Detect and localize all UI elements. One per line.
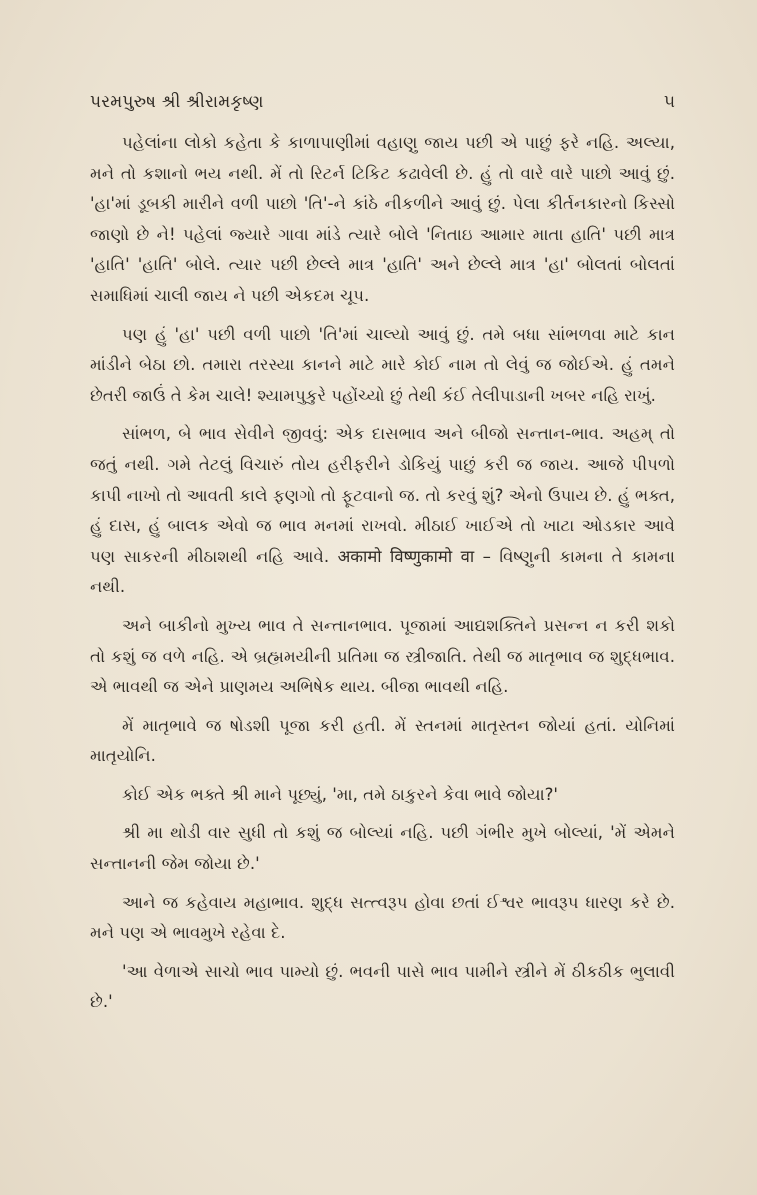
paragraph: 'આ વેળાએ સાચો ભાવ પામ્યો છું. ભવની પાસે ભાવ પામીને સ્ત્રીને મેં ઠીકઠીક ભુલાવી છે.' — [90, 961, 675, 1012]
paragraph: પહેલાંના લોકો કહેતા કે કાળાપાણીમાં વહાણુ જાય પછી એ પાછું ફરે નહિ. અલ્યા, મને તો કશાનો ભય નથી. મેં તો રિટર્ન ટિકિટ કઢાવેલી છે. હું તો વારે વારે પાછો આવું છું. 'હા'માં ડૂબકી મારીને વળી પાછો 'તિ'-ને કાંઠે નીકળીને આવું છું. પેલા કીર્તનકારનો કિસ્સો જાણો છે ને! પહેલાં જ્યારે ગાવા માંડે ત્યારે બોલે 'નિતાઇ આમાર માતા હાતિ' પછી માત્ર 'હાતિ' 'હાતિ' બોલે. ત્યાર પછી છેલ્લે માત્ર 'હાતિ' અને છેલ્લે માત્ર 'હા' બોલતાં બોલતાં સમાધિમાં ચાલી જાય ને પછી એકદમ ચૂપ. — [90, 133, 675, 305]
paragraph: કોઈ એક ભક્તે શ્રી માને પૂછ્યું, 'મા, તમે ઠાકુરને કેવા ભાવે જોયા?' — [122, 784, 558, 804]
paragraph: પણ હું 'હા' પછી વળી પાછો 'તિ'માં ચાલ્યો આવું છું. તમે બધા સાંભળવા માટે કાન માંડીને બેઠા છો. તમારા તરસ્યા કાનને માટે મારે કોઈ નામ તો લેવું જ જોઈએ. હું તમને છેતરી જાઉં તે કેમ ચાલે! શ્યામપુકુરે પહોંચ્યો છું તેથી કંઈ તેલીપાડાની ખબર નહિ રાખું. — [90, 324, 675, 405]
body-text — [90, 128, 675, 1018]
running-head — [90, 92, 675, 112]
paragraph: મેં માતૃભાવે જ ષોડશી પૂજા કરી હતી. મેં સ્તનમાં માતૃસ્તન જોયાં હતાં. યોનિમાં માતૃયોનિ. — [90, 715, 675, 766]
running-title: પરમપુરુષ શ્રી શ્રીરામકૃષ્ણ — [90, 92, 264, 112]
page-number: ૫ — [663, 92, 675, 112]
paragraph: અને બાકીનો મુખ્ય ભાવ તે સન્તાનભાવ. પૂજામાં આદ્યશક્તિને પ્રસન્ન ન કરી શકો તો કશું જ વળે નહિ. એ બ્રહ્મમયીની પ્રતિમા જ સ્ત્રીજાતિ. તેથી જ માતૃભાવ જ શુદ્ધભાવ. એ ભાવથી જ એને પ્રાણમય અભિષેક થાય. બીજા ભાવથી નહિ. — [90, 615, 675, 697]
paragraph: સાંભળ, બે ભાવ સેવીને જીવવું: એક દાસભાવ અને બીજો સન્તાન-ભાવ. અહમ્ તો જતું નથી. ગમે તેટલું વિચારું તોય હરીફરીને ડોકિયું પાછું કરી જ જાય. આજે પીપળો કાપી નાખો તો આવતી કાલે ફણગો તો ફૂટવાનો જ. તો કરવું શું? એનો ઉપાય છે. હું ભક્ત, હું દાસ, હું બાલક એવો જ ભાવ મનમાં રાખવો. મીઠાઈ ખાઈએ તો ખાટા ઓડકાર આવે પણ સાકરની મીઠાશથી નહિ આવે. अकामो विष्णुकामो वा – વિષ્ણુની કામના તે કામના નથી. — [90, 424, 675, 597]
paragraph: આને જ કહેવાય મહાભાવ. શુદ્ધ સત્ત્વરૂપ હોવા છતાં ઈશ્વર ભાવરૂપ ધારણ કરે છે. મને પણ એ ભાવમુખે રહેવા દે. — [90, 892, 675, 943]
paragraph: શ્રી મા થોડી વાર સુધી તો કશું જ બોલ્યાં નહિ. પછી ગંભીર મુખે બોલ્યાં, 'મેં એમને સન્તાનની જેમ જોયા છે.' — [90, 823, 675, 874]
